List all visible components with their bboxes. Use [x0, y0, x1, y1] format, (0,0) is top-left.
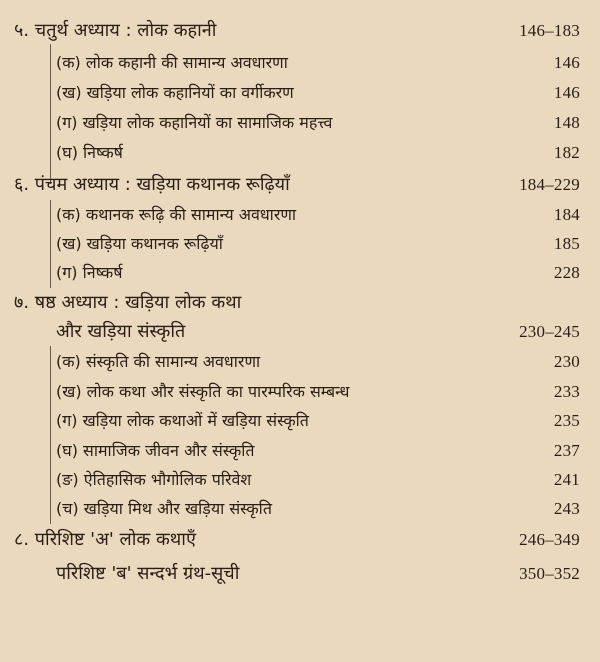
toc-subsection [0, 464, 600, 496]
toc-page-number: 241 [553, 470, 580, 489]
toc-page-number: 146–183 [519, 21, 580, 40]
toc-entry-text: (घ) निष्कर्ष [56, 143, 123, 162]
toc-entry-text: (ग) निष्कर्ष [56, 263, 123, 282]
toc-entry-text: ५. चतुर्थ अध्याय : लोक कहानी [14, 20, 217, 41]
toc-entry-text: ७. षष्ठ अध्याय : खड़िया लोक कथा [14, 292, 242, 313]
toc-entry-text: (क) लोक कहानी की सामान्य अवधारणा [56, 53, 288, 72]
toc-page-number: 230 [553, 352, 580, 371]
toc-subsection [0, 47, 600, 79]
toc-subsection [0, 435, 600, 467]
toc-entry-text: ८. परिशिष्ट 'अ' लोक कथाएँ [14, 529, 196, 550]
toc-page-number: 228 [553, 263, 580, 282]
toc-entry-text: (च) खड़िया मिथ और खड़िया संस्कृति [56, 499, 272, 518]
toc-page-number: 146 [553, 53, 580, 72]
toc-page-number: 146 [553, 83, 580, 102]
toc-entry-text: और खड़िया संस्कृति [56, 321, 186, 342]
toc-page-number: 233 [553, 382, 580, 401]
toc-subsection [0, 199, 600, 231]
toc-entry-text: (ख) खड़िया लोक कहानियों का वर्गीकरण [56, 83, 294, 102]
toc-entry-text: (घ) सामाजिक जीवन और संस्कृति [56, 441, 255, 460]
toc-page-number: 182 [553, 143, 580, 162]
toc-page-number: 230–245 [519, 322, 580, 341]
toc-chapter [0, 169, 600, 201]
toc-chapter [0, 287, 600, 319]
toc-entry-text: ६. पंचम अध्याय : खड़िया कथानक रूढ़ियाँ [14, 174, 290, 195]
toc-subsection [0, 137, 600, 169]
toc-subsection [0, 405, 600, 437]
toc-entry-text: (ख) लोक कथा और संस्कृति का पारम्परिक सम्बन्ध [56, 382, 350, 401]
toc-subsection [0, 228, 600, 260]
toc-entry-text: परिशिष्ट 'ब' सन्दर्भ ग्रंथ-सूची [56, 563, 240, 584]
toc-subsection [0, 107, 600, 139]
toc-page-number: 243 [553, 499, 580, 518]
toc-entry-text: (ग) खड़िया लोक कहानियों का सामाजिक महत्त्व [56, 113, 333, 132]
toc-subsection [0, 346, 600, 378]
toc-appendix [0, 558, 600, 590]
toc-page-number: 246–349 [519, 530, 580, 549]
toc-entry-text: (ग) खड़िया लोक कथाओं में खड़िया संस्कृति [56, 411, 309, 430]
toc-chapter [0, 15, 600, 47]
toc-subsection [0, 77, 600, 109]
toc-page-number: 237 [553, 441, 580, 460]
toc-page-number: 184–229 [519, 175, 580, 194]
toc-page-number: 184 [553, 205, 580, 224]
toc-entry-text: (ख) खड़िया कथानक रूढ़ियाँ [56, 234, 223, 253]
toc-chapter [0, 524, 600, 556]
toc-page-number: 350–352 [519, 564, 580, 583]
toc-entry-text: (क) संस्कृति की सामान्य अवधारणा [56, 352, 261, 371]
toc-subsection [0, 376, 600, 408]
toc-entry-text: (ङ) ऐतिहासिक भौगोलिक परिवेश [56, 470, 252, 489]
toc-entry-text: (क) कथानक रूढ़ि की सामान्य अवधारणा [56, 205, 297, 224]
toc-subsection [0, 257, 600, 289]
toc-page-number: 185 [553, 234, 580, 253]
toc-page-number: 235 [553, 411, 580, 430]
toc-page-number: 148 [553, 113, 580, 132]
toc-chapter-continuation [0, 316, 600, 348]
toc-subsection [0, 493, 600, 525]
